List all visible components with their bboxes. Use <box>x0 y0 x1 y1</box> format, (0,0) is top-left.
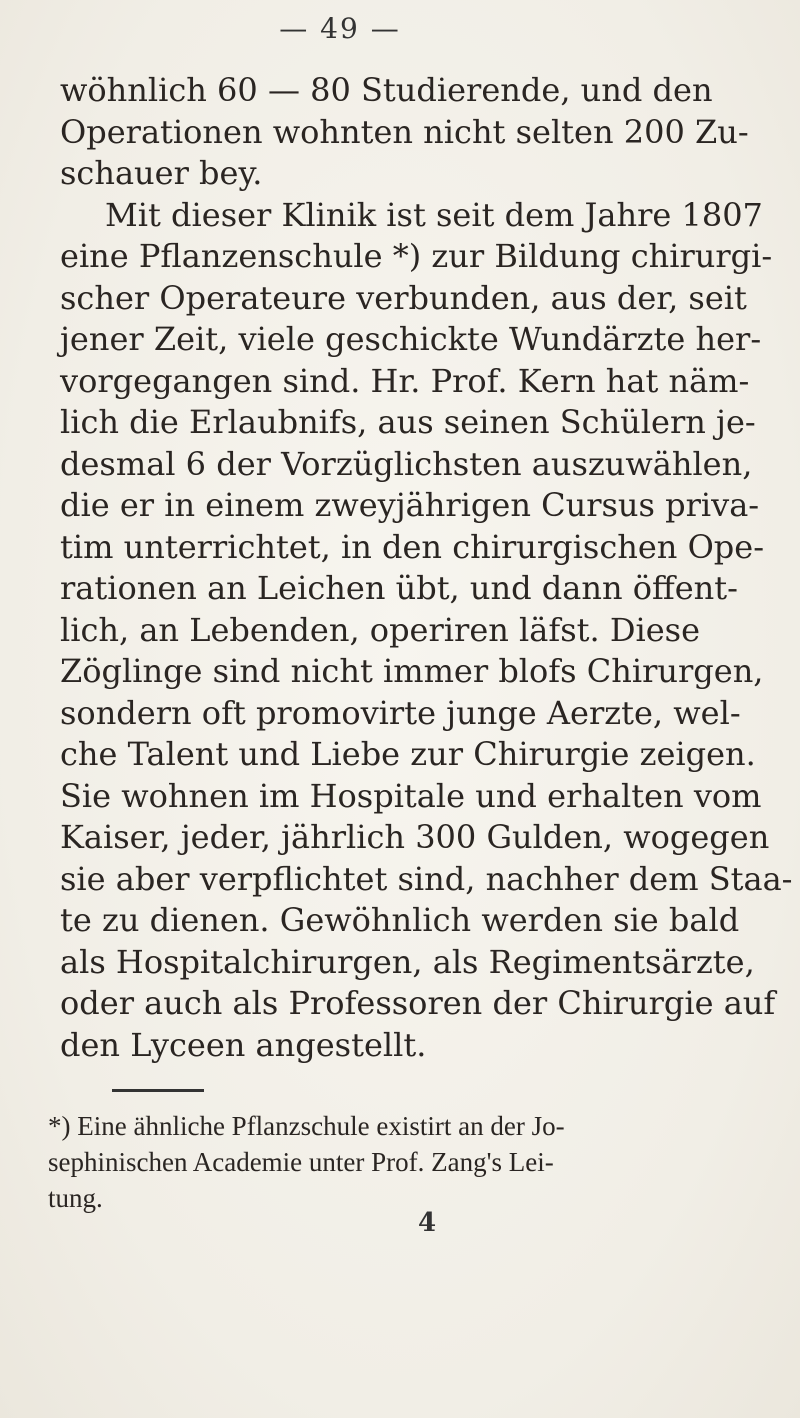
text-line: schauer bey. <box>60 154 263 192</box>
text-line: rationen an Leichen übt, und dann öffent- <box>60 569 738 607</box>
text-line: Mit dieser Klinik ist seit dem Jahre 1807 <box>105 195 763 234</box>
page-number: — 49 — <box>279 12 401 45</box>
text-line: che Talent und Liebe zur Chirurgie zeigen. <box>60 735 756 773</box>
text-line: eine Pflanzenschule *) zur Bildung chirurgi- <box>60 237 773 275</box>
text-line: Zöglinge sind nicht immer blofs Chirurgen, <box>60 652 764 690</box>
text-line: Sie wohnen im Hospitale und erhalten vom <box>60 776 762 815</box>
text-line: wöhnlich 60 — 80 Studierende, und den <box>60 71 713 109</box>
footnote-line: *) Eine ähnliche Pflanzschule existirt an der Jo- <box>48 1111 565 1141</box>
body-text <box>60 70 793 1066</box>
text-line: die er in einem zweyjährigen Cursus priva- <box>60 486 760 524</box>
text-line: lich die Erlaubnifs, aus seinen Schülern je- <box>60 403 756 441</box>
text-line: den Lyceen angestellt. <box>60 1025 427 1064</box>
footnote-line: sephinischen Academie unter Prof. Zang's Lei- <box>48 1147 554 1177</box>
text-line: tim unterrichtet, in den chirurgischen Ope- <box>60 527 765 566</box>
text-line: jener Zeit, viele geschickte Wundärzte her- <box>60 320 762 358</box>
text-line: lich, an Lebenden, operiren läfst. Diese <box>60 610 700 649</box>
text-line: scher Operateure verbunden, aus der, seit <box>60 278 747 317</box>
text-line: sie aber verpflichtet sind, nachher dem Staa- <box>60 859 793 898</box>
footnote <box>48 1108 688 1216</box>
text-line: oder auch als Professoren der Chirurgie auf <box>60 984 776 1022</box>
footnote-line: tung. <box>48 1183 103 1213</box>
footnote-rule <box>112 1089 204 1092</box>
text-line: sondern oft promovirte junge Aerzte, wel- <box>60 693 741 732</box>
text-line: Kaiser, jeder, jährlich 300 Gulden, wogegen <box>60 818 770 856</box>
text-line: te zu dienen. Gewöhnlich werden sie bald <box>60 901 740 939</box>
text-line: Operationen wohnten nicht selten 200 Zu- <box>60 112 749 151</box>
signature-mark: 4 <box>418 1208 437 1238</box>
text-line: als Hospitalchirurgen, als Regimentsärzte, <box>60 942 755 981</box>
text-line: desmal 6 der Vorzüglichsten auszuwählen, <box>60 444 753 483</box>
text-line: vorgegangen sind. Hr. Prof. Kern hat näm- <box>60 361 750 400</box>
